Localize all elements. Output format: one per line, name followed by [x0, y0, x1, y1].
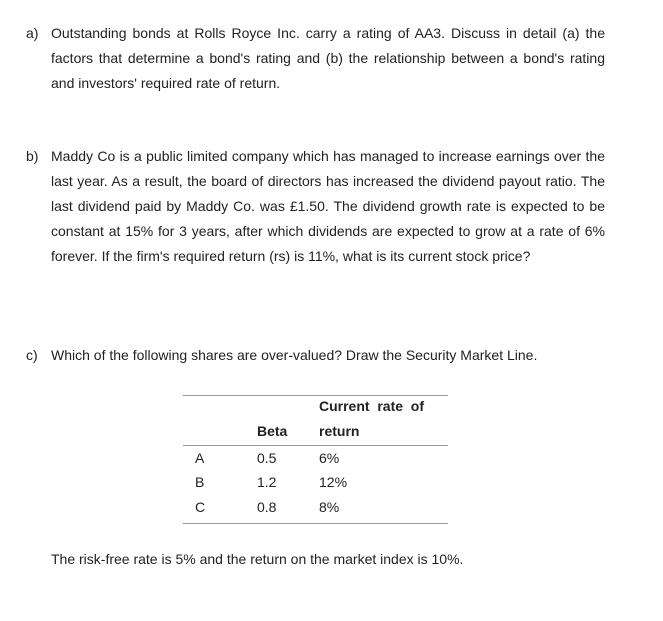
- question-a-text: Outstanding bonds at Rolls Royce Inc. carry a rating of AA3. Discuss in detail (a) the factors that determine a bond's rating and (b) the relationship between a bond's rating and investors' required rate of return.: [51, 25, 605, 91]
- header-beta: Beta: [257, 423, 288, 439]
- table-cell-return: 8%: [319, 499, 340, 515]
- table-cell-return: 12%: [319, 474, 348, 490]
- shares-table: [183, 393, 448, 525]
- question-b-label: b): [26, 148, 39, 164]
- question-b-text: Maddy Co is a public limited company which has managed to increase earnings over the last year. As a result, the board of directors has increased the dividend payout ratio. The last dividend paid by Maddy Co. was £1.50. The dividend growth rate is expected to be constant at 15% for 3 years, after which dividends are expected to grow at a rate of 6% forever. If the firm's required return (rs) is 11%, what is its current stock price?: [51, 148, 605, 264]
- header-return-line2: return: [319, 423, 360, 439]
- risk-free-note: The risk-free rate is 5% and the return on the market index is 10%.: [51, 551, 464, 567]
- table-bottom-rule: [183, 523, 448, 524]
- table-cell-share: B: [195, 474, 205, 490]
- table-header-rule: [183, 445, 448, 446]
- table-cell-return: 6%: [319, 450, 340, 466]
- header-return-line1: Current rate of: [319, 398, 425, 414]
- table-cell-beta: 0.5: [257, 450, 277, 466]
- question-c-text: Which of the following shares are over-valued? Draw the Security Market Line.: [51, 347, 538, 363]
- table-cell-beta: 0.8: [257, 499, 277, 515]
- table-cell-share: C: [195, 499, 206, 515]
- table-cell-share: A: [195, 450, 205, 466]
- question-c-label: c): [26, 347, 38, 363]
- question-a-label: a): [26, 25, 39, 41]
- table-cell-beta: 1.2: [257, 474, 277, 490]
- table-top-rule: [183, 395, 448, 396]
